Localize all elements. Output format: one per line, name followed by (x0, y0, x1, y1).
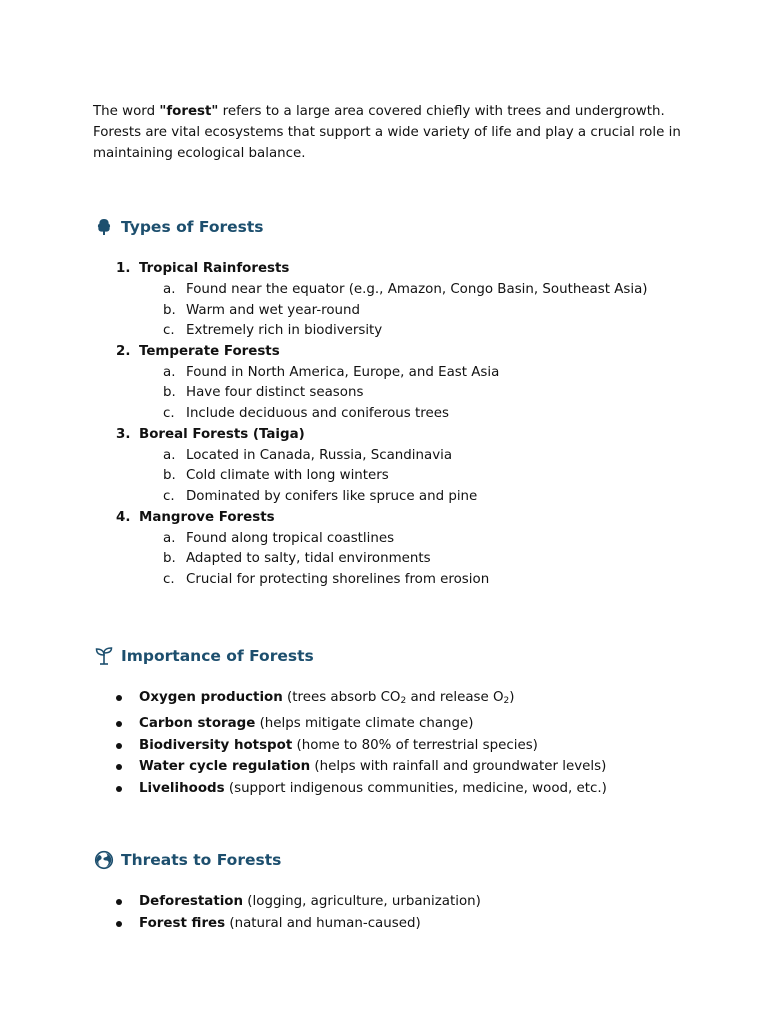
list-item (93, 342, 648, 425)
sub-item (139, 301, 648, 322)
bullet-dot (116, 764, 122, 770)
sub-letter: b. (163, 385, 176, 401)
importance-term: Carbon storage (139, 715, 256, 731)
sub-text: Warm and wet year-round (186, 302, 361, 318)
bullet-dot (116, 721, 122, 727)
item-number: 1. (116, 261, 131, 276)
importance-list (93, 687, 607, 800)
sub-letter: c. (163, 406, 175, 422)
sub-text: Dominated by conifers like spruce and pine (186, 489, 478, 505)
threat-desc: (natural and human-caused) (225, 915, 421, 931)
bullet-dot (116, 921, 122, 927)
sub-item (139, 280, 648, 301)
list-item (93, 913, 481, 935)
sub-item (139, 321, 648, 342)
importance-desc: (helps with rainfall and groundwater levels) (310, 759, 607, 775)
list-item (93, 735, 607, 757)
sub-item (139, 383, 648, 404)
sub-letter: b. (163, 302, 176, 318)
importance-term: Biodiversity hotspot (139, 737, 293, 753)
sub-letter: b. (163, 551, 176, 567)
sub-letter: a. (163, 447, 176, 463)
item-number: 4. (116, 509, 131, 525)
list-item (93, 756, 607, 778)
intro-prefix: The word (93, 104, 160, 119)
bullet-dot (116, 899, 122, 905)
intro-paragraph (93, 101, 693, 164)
intro-term: "forest" (159, 104, 219, 119)
sub-text: Crucial for protecting shorelines from erosion (186, 571, 490, 587)
sub-letter: c. (163, 489, 175, 505)
threat-term: Forest fires (139, 915, 226, 931)
sub-list (139, 446, 648, 508)
types-heading (94, 217, 263, 237)
importance-term: Oxygen production (139, 690, 283, 705)
sub-list (139, 363, 648, 425)
tree-icon (94, 217, 114, 237)
list-item (93, 687, 607, 713)
sub-item (139, 570, 648, 591)
list-item (93, 508, 648, 591)
list-item (93, 891, 481, 913)
sub-letter: a. (163, 364, 176, 380)
sub-text: Located in Canada, Russia, Scandinavia (186, 447, 453, 463)
types-list (93, 259, 648, 591)
importance-heading-text: Importance of Forests (121, 647, 314, 665)
sub-letter: b. (163, 468, 176, 484)
subscript: 2 (503, 696, 510, 706)
importance-heading (94, 646, 314, 666)
threat-desc: (logging, agriculture, urbanization) (243, 894, 481, 909)
threats-heading-text: Threats to Forests (121, 851, 282, 869)
sub-text: Found near the equator (e.g., Amazon, Congo Basin, Southeast Asia) (186, 281, 648, 297)
sub-item (139, 549, 648, 570)
list-item (93, 778, 607, 800)
subscript: 2 (400, 696, 407, 706)
forest-type-name: Tropical Rainforests (139, 261, 290, 276)
sub-letter: a. (163, 530, 176, 546)
sub-item (139, 529, 648, 550)
importance-desc: (trees absorb CO (282, 690, 401, 705)
importance-term: Water cycle regulation (139, 759, 311, 775)
list-item (93, 259, 648, 342)
globe-icon (94, 850, 114, 870)
sub-text: Found along tropical coastlines (186, 530, 395, 546)
sub-text: Found in North America, Europe, and East Asia (186, 364, 500, 380)
importance-desc: (support indigenous communities, medicine, wood, etc.) (224, 781, 607, 797)
sub-text: Adapted to salty, tidal environments (186, 551, 431, 567)
sub-text: Extremely rich in biodiversity (186, 323, 383, 339)
importance-desc: (home to 80% of terrestrial species) (292, 737, 538, 753)
forest-type-name: Boreal Forests (Taiga) (139, 426, 305, 442)
sub-text: Cold climate with long winters (186, 468, 389, 484)
forest-type-name: Mangrove Forests (139, 509, 275, 525)
sub-list (139, 529, 648, 591)
importance-term: Livelihoods (139, 781, 225, 797)
bullet-dot (116, 695, 122, 701)
bullet-dot (116, 786, 122, 792)
item-number: 2. (116, 343, 131, 359)
types-heading-text: Types of Forests (121, 218, 264, 236)
sub-item (139, 466, 648, 487)
importance-desc: and release O (406, 690, 504, 705)
sub-letter: c. (163, 323, 175, 339)
sub-item (139, 446, 648, 467)
list-item (93, 713, 607, 735)
threats-heading (94, 850, 281, 870)
sub-letter: c. (163, 571, 175, 587)
sub-letter: a. (163, 281, 176, 297)
sub-item (139, 363, 648, 384)
forest-type-name: Temperate Forests (139, 343, 280, 359)
sub-item (139, 487, 648, 508)
item-number: 3. (116, 426, 131, 442)
threat-term: Deforestation (139, 894, 244, 909)
threats-list (93, 891, 481, 935)
list-item (93, 425, 648, 508)
importance-desc: ) (509, 690, 515, 705)
sub-text: Have four distinct seasons (186, 385, 364, 401)
intro-rest: refers to a large area covered chiefly with trees and undergrowth. Forests are vital ecosystems that support a wide variety of life and play a crucial role in maintaining ecological balance. (93, 104, 681, 161)
sub-text: Include deciduous and coniferous trees (186, 406, 449, 422)
seedling-icon (94, 646, 114, 666)
importance-desc: (helps mitigate climate change) (255, 715, 474, 731)
bullet-dot (116, 743, 122, 749)
sub-item (139, 404, 648, 425)
sub-list (139, 280, 648, 342)
